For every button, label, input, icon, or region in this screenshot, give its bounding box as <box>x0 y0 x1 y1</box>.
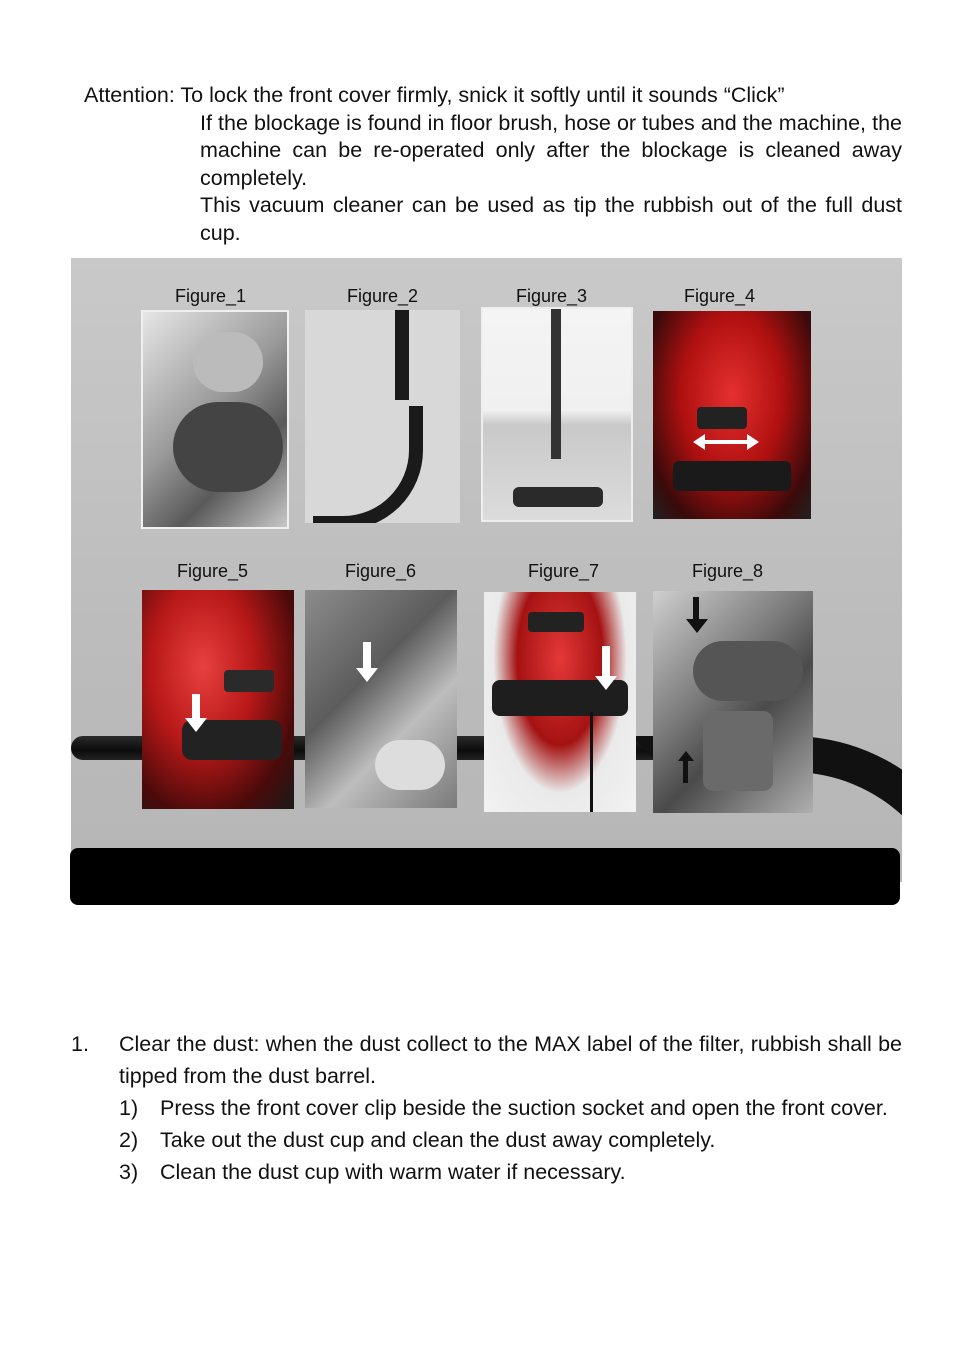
figure-8-photo <box>653 591 813 813</box>
step-text: Clean the dust cup with warm water if necessary. <box>160 1160 626 1184</box>
figure-5-label: Figure_5 <box>177 561 249 581</box>
step-text: Press the front cover clip beside the suction socket and open the front cover. <box>160 1096 888 1120</box>
down-arrow-icon <box>363 642 371 670</box>
figure-1-photo <box>141 310 289 529</box>
item-number: 1. <box>71 1032 89 1056</box>
step-number: 2) <box>119 1128 139 1152</box>
figure-2-photo <box>305 310 460 523</box>
figure-7-photo <box>484 592 636 812</box>
attention-line-1: Attention: To lock the front cover firmly, snick it softly until it sounds “Click” <box>84 83 785 107</box>
figure-2-label: Figure_2 <box>347 286 419 306</box>
down-arrow-icon <box>693 597 699 621</box>
item-text: Clear the dust: when the dust collect to the MAX label of the filter, rubbish shall be tipped from the dust barrel. <box>119 1032 902 1088</box>
figure-6-label: Figure_6 <box>345 561 417 581</box>
step-number: 1) <box>119 1096 139 1120</box>
list-item <box>71 1124 902 1156</box>
figure-panel <box>71 258 902 882</box>
figure-4-label: Figure_4 <box>684 286 756 306</box>
attention-line-2: If the blockage is found in floor brush, hose or tubes and the machine, the machine can be re-operated only after the blockage is cleaned away completely. <box>200 110 902 190</box>
figure-3-label: Figure_3 <box>516 286 588 306</box>
attention-line-3: This vacuum cleaner can be used as tip the rubbish out of the full dust cup. <box>200 193 902 245</box>
down-arrow-icon <box>602 646 610 678</box>
figure-4-photo <box>653 311 811 519</box>
attention-note <box>84 82 902 247</box>
figure-8-label: Figure_8 <box>692 561 764 581</box>
step-text: Take out the dust cup and clean the dust away completely. <box>160 1128 716 1152</box>
figure-5-photo <box>142 590 294 809</box>
step-number: 3) <box>119 1160 139 1184</box>
double-arrow-icon <box>701 440 749 444</box>
instruction-list <box>71 1028 902 1188</box>
down-arrow-icon <box>192 694 200 720</box>
list-item <box>71 1092 902 1124</box>
caption-band <box>70 848 900 905</box>
figure-6-photo <box>305 590 457 808</box>
list-item <box>71 1156 902 1188</box>
up-arrow-icon <box>683 759 688 783</box>
figure-3-photo <box>481 307 633 522</box>
list-item <box>71 1028 902 1092</box>
figure-7-label: Figure_7 <box>528 561 600 581</box>
figure-1-label: Figure_1 <box>175 286 247 306</box>
